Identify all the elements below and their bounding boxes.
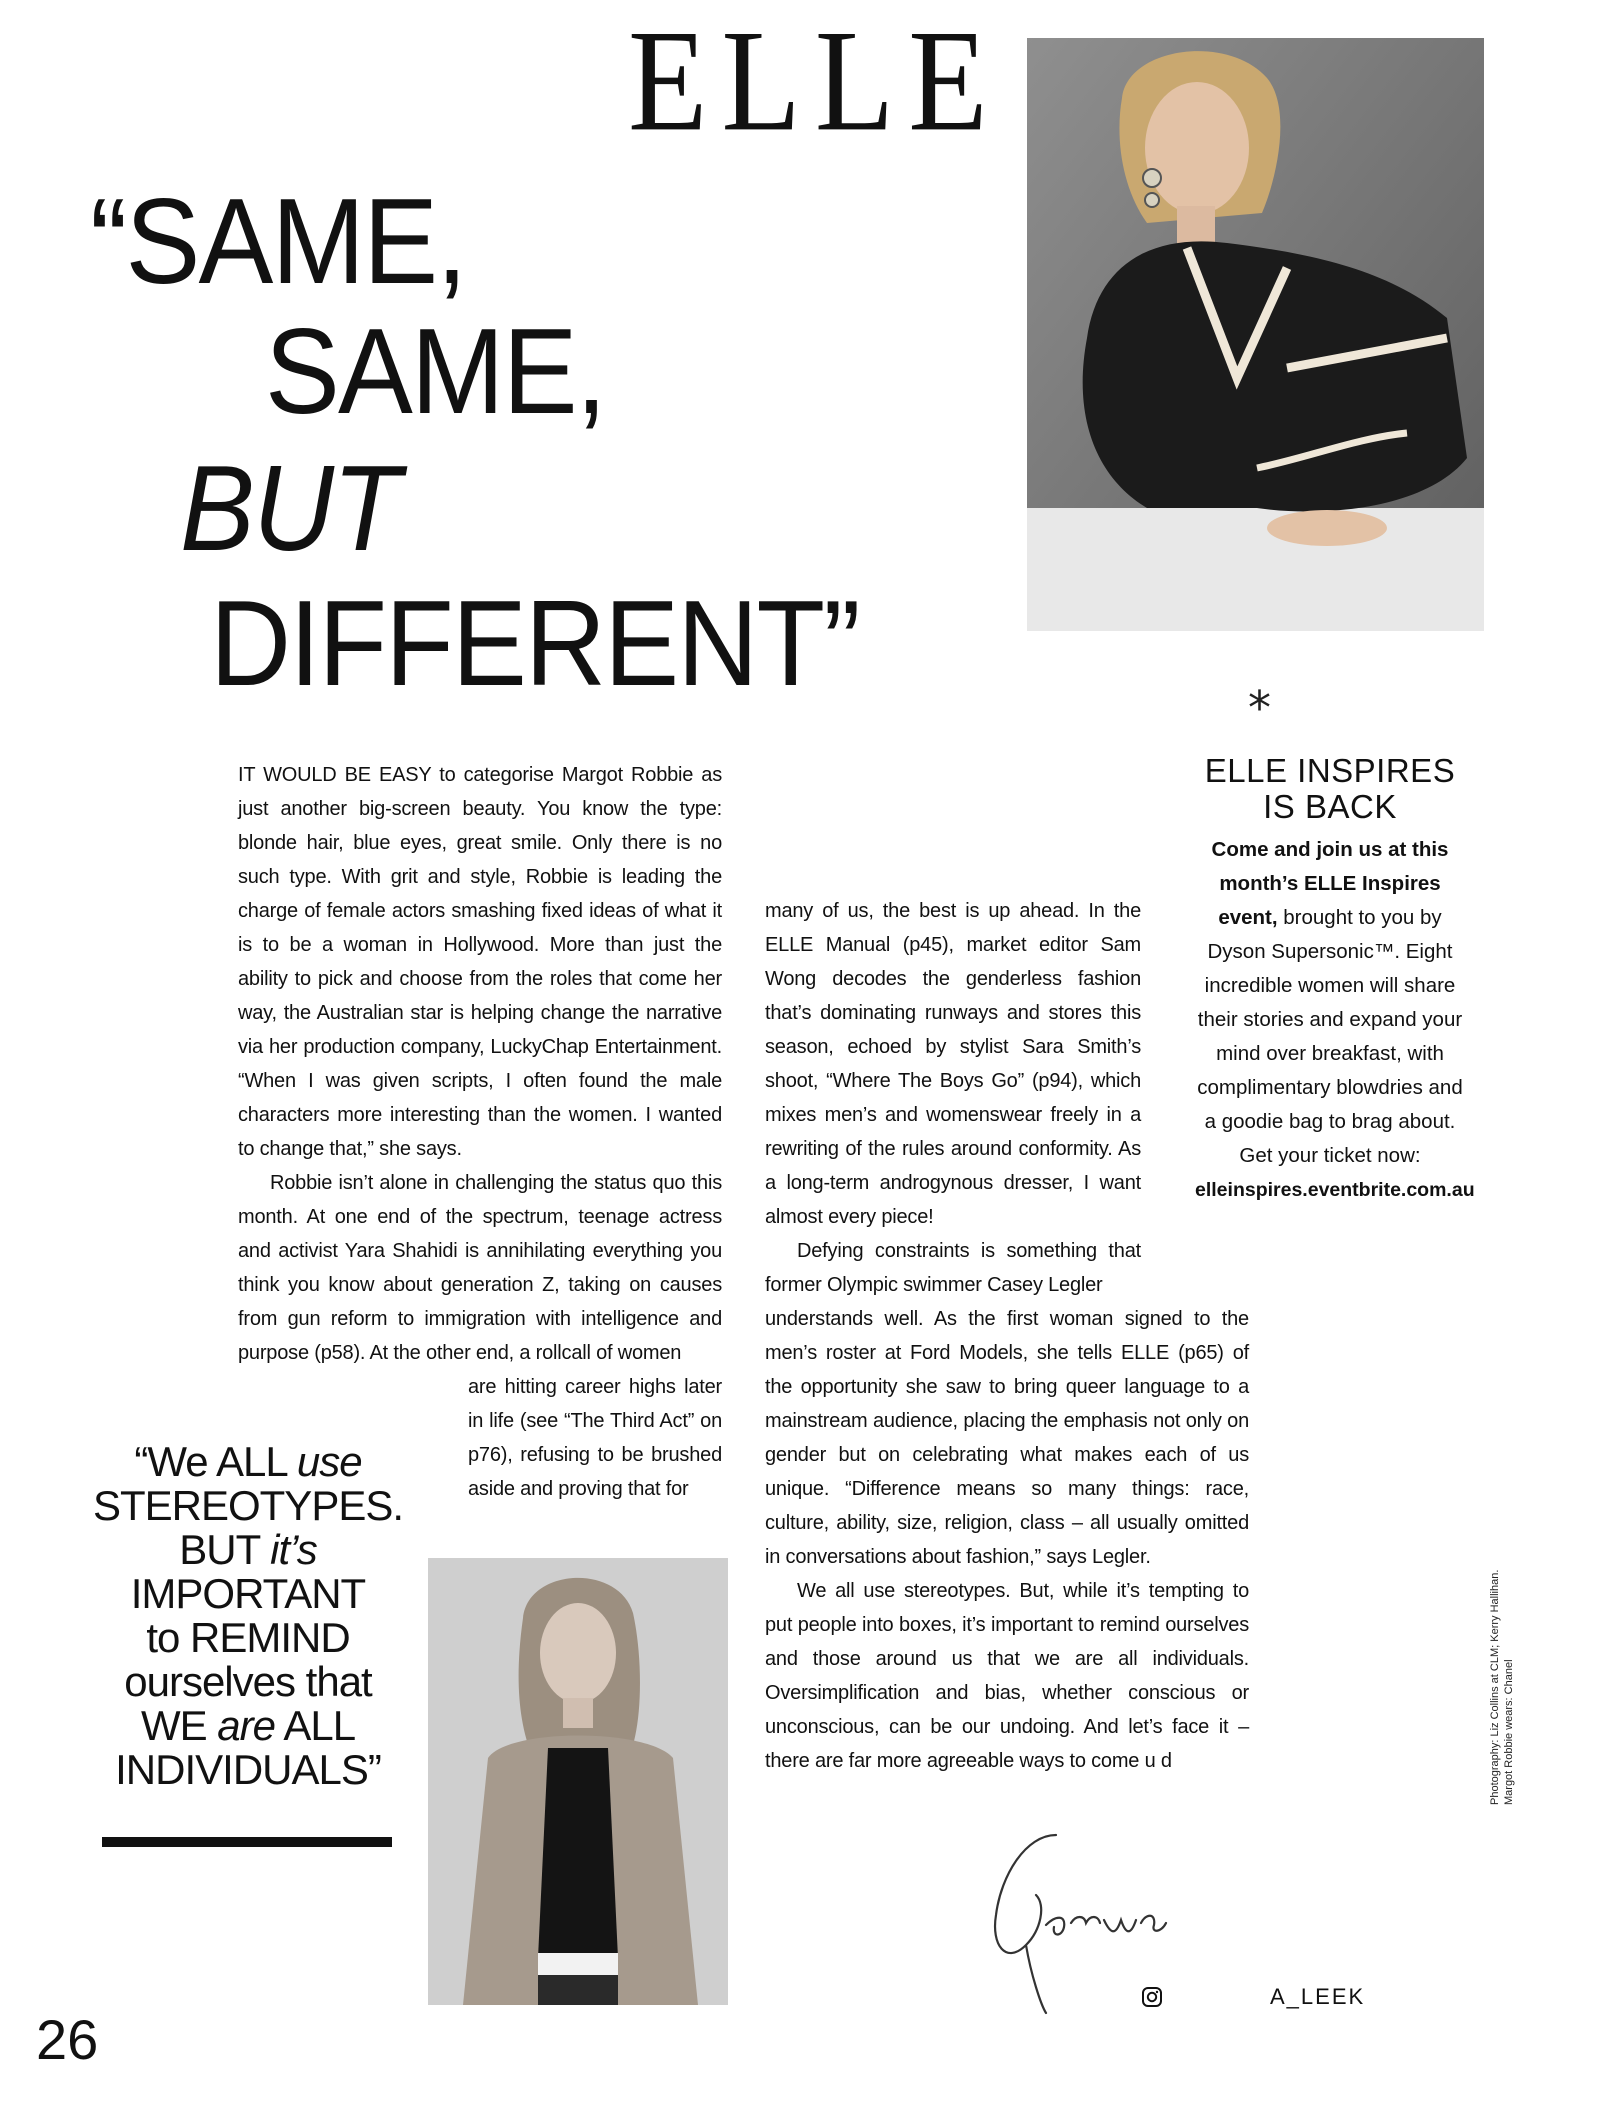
pull-quote-rule bbox=[102, 1837, 392, 1847]
pull-quote-line-8: INDIVIDUALS” bbox=[115, 1746, 381, 1793]
sidebar-text: brought to you by Dyson Supersonic™. Eight incredible women will share their stories and expand your mind over breakfast, with complimentary blowdries and a goodie bag to brag about. bbox=[1197, 906, 1463, 1133]
sidebar-title-line-2: IS BACK bbox=[1263, 788, 1397, 825]
pull-quote-line-6: ourselves that bbox=[124, 1658, 372, 1705]
pull-quote-line-5: to REMIND bbox=[146, 1614, 350, 1661]
editor-photo-illustration bbox=[428, 1558, 728, 2005]
article-column-1 bbox=[238, 758, 722, 1370]
article-paragraph-1-text: to categorise Margot Robbie as just another big-screen beauty. You know the type: blonde hair, blue eyes, great smile. Only there is no such type. With grit and style, Robbie is leading the charge of female actors smashing fixed ideas of what it is to be a woman in Hollywood. More than just the ability to pick and choose from the roles that come her way, the Australian star is helping change the narrative via her production company, LuckyChap Entertainment. “When I was given scripts, I often found the male characters more interesting than the women. I wanted to change that,” she says. bbox=[238, 764, 722, 1160]
masthead-logo: ELLE bbox=[628, 0, 1002, 162]
pull-quote-text: WE bbox=[140, 1702, 218, 1749]
pull-quote-italic: use bbox=[296, 1438, 362, 1485]
article-column-1-continuation bbox=[468, 1370, 722, 1506]
pull-quote-line-1 bbox=[88, 1440, 408, 1484]
sidebar-title-line-1: ELLE INSPIRES bbox=[1204, 752, 1456, 789]
asterisk-ornament: * bbox=[1248, 681, 1271, 735]
pull-quote-line-2: STEREOTYPES. bbox=[92, 1482, 404, 1529]
article-lead-in: IT WOULD BE EASY bbox=[238, 764, 432, 786]
article-paragraph-2-column-2: many of us, the best is up ahead. In the ELLE Manual (p45), market editor Sam Wong decodes the genderless fashion that’s dominating runways and stores this season, echoed by stylist Sara Smith’s shoot, “Where The Boys Go” (p94), which mixes men’s and womenswear freely in a rewriting of the rules around conformity. As a long-term androgynous dresser, I want almost every piece! bbox=[765, 900, 1141, 1228]
editor-signature bbox=[986, 1815, 1256, 2015]
hero-photo-illustration bbox=[1027, 38, 1484, 631]
editor-photo bbox=[428, 1558, 728, 2005]
headline-line-4: DIFFERENT” bbox=[210, 575, 859, 711]
sidebar-cta: Get your ticket now: bbox=[1239, 1144, 1421, 1167]
instagram-handle[interactable]: A_LEEK bbox=[1270, 1984, 1366, 2009]
page-number: 26 bbox=[36, 2008, 99, 2071]
pull-quote-line-4: IMPORTANT bbox=[130, 1570, 366, 1617]
pull-quote-italic: are bbox=[217, 1702, 275, 1749]
article-column-2 bbox=[765, 894, 1141, 1302]
photo-credit-line-1: Photography: Liz Collins at CLM; Kerry Hallihan. bbox=[1489, 1569, 1501, 1805]
elle-inspires-sidebar bbox=[1195, 752, 1475, 1207]
pull-quote-text: ALL bbox=[274, 1702, 356, 1749]
photo-credit bbox=[1488, 1505, 1516, 1805]
ticket-link[interactable]: elleinspires.eventbrite.com.au bbox=[1195, 1179, 1475, 1201]
pull-quote-text: “We ALL bbox=[134, 1438, 297, 1485]
article-paragraph-3-rest: understands well. As the first woman signed to the men’s roster at Ford Models, she tells ELLE (p65) of the opportunity she saw to bring queer language to a mainstream audience, placing the emphasis not only on gender but on celebrating what makes each of us unique. “Difference means so many things: race, culture, ability, size, religion, class – all usually omitted in conversations about fashion,” says Legler. bbox=[765, 1308, 1249, 1568]
article-paragraph-2-continued: are hitting career highs later in life (see “The Third Act” on p76), refusing to be brushed aside and proving that for bbox=[468, 1376, 722, 1500]
hero-photo bbox=[1027, 38, 1484, 631]
headline-line-1: “SAME, bbox=[90, 173, 466, 309]
article-paragraph-1 bbox=[238, 758, 722, 1166]
pull-quote-text: BUT bbox=[179, 1526, 271, 1573]
article-column-2-wide bbox=[765, 1302, 1249, 1778]
pull-quote-line-3 bbox=[88, 1528, 408, 1572]
article-paragraph-4: We all use stereotypes. But, while it’s tempting to put people into boxes, it’s important to remind ourselves and those around us that we are all individuals. Oversimplification and bias, whether conscious or unconscious, can be our undoing. And let’s face it – there are far more agreeable ways to come u d bbox=[765, 1580, 1249, 1772]
sidebar-body bbox=[1195, 833, 1475, 1207]
headline-line-3: BUT bbox=[180, 440, 399, 576]
pull-quote-italic: it’s bbox=[270, 1526, 317, 1573]
pull-quote-line-7 bbox=[88, 1704, 408, 1748]
article-paragraph-2: Robbie isn’t alone in challenging the status quo this month. At one end of the spectrum, teenage actress and activist Yara Shahidi is annihilating everything you think you know about generation Z, taking on causes from gun reform to immigration with intelligence and purpose (p58). At the other end, a rollcall of women bbox=[238, 1172, 722, 1364]
photo-credit-line-2: Margot Robbie wears: Chanel bbox=[1503, 1659, 1515, 1805]
sidebar-lead: Come and join us at this month’s ELLE Inspires event, bbox=[1211, 838, 1449, 929]
instagram-icon bbox=[1141, 1986, 1163, 2008]
pull-quote bbox=[88, 1440, 408, 1792]
headline-line-2: SAME, bbox=[265, 303, 606, 439]
article-paragraph-3-start: Defying constraints is something that former Olympic swimmer Casey Legler bbox=[765, 1240, 1141, 1296]
sidebar-title bbox=[1195, 753, 1465, 825]
